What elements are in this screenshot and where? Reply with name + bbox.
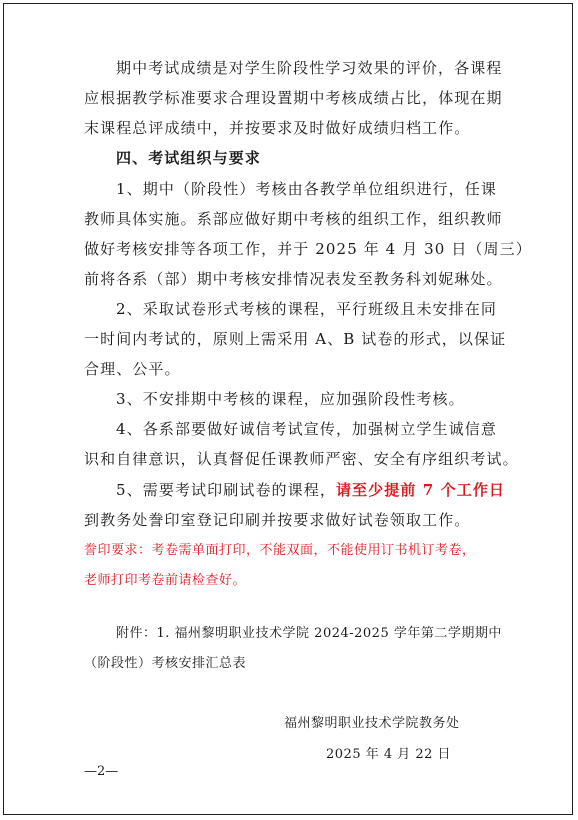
paragraph-text: 5、需要考试印刷试卷的课程， [116,481,336,499]
paragraph-line: 应根据教学标准要求合理设置期中考核成绩占比，体现在期 [84,89,503,107]
paragraph-line: 期中考试成绩是对学生阶段性学习效果的评价，各课程 [116,59,503,77]
signature-date: 2025 年 4 月 22 日 [326,747,452,762]
paragraph-line: 前将各系（部）期中考核安排情况表发至教务科刘妮琳处。 [84,270,503,288]
paragraph-line: 3、不安排期中考核的课程，应加强阶段性考核。 [116,390,465,408]
paragraph-line: 4、各系部要做好诚信考试宣传，加强树立学生诚信意 [116,420,497,438]
attachment-line: （阶段性）考核安排汇总表 [84,656,247,671]
paragraph-line: 1、期中（阶段性）考核由各教学单位组织进行，任课 [116,180,497,198]
print-requirement-note: 誊印要求：考卷需单面打印，不能双面，不能使用订书机订考卷， [84,543,476,558]
print-requirement-note: 老师打印考卷前请检查好。 [84,573,247,588]
section-heading: 四、考试组织与要求 [116,149,261,167]
page-number: —2— [84,764,119,779]
signature-org: 福州黎明职业技术学院教务处 [284,716,460,731]
paragraph-line [116,480,506,500]
paragraph-line: 到教务处誊印室登记印刷并按要求做好试卷领取工作。 [84,511,471,529]
attachment-line: 附件：1. 福州黎明职业技术学院 2024-2025 学年第二学期期中 [116,626,502,641]
paragraph-line: 末课程总评成绩中，并按要求及时做好成绩归档工作。 [84,119,471,137]
highlight-deadline: 请至少提前 7 个工作日 [335,481,506,499]
paragraph-line: 识和自律意识，认真督促任课教师严密、安全有序组织考试。 [84,450,519,468]
paragraph-line: 一时间内考试的，原则上需采用 A、B 试卷的形式，以保证 [84,330,507,348]
paragraph-line: 做好考核安排等各项工作，并于 2025 年 4 月 30 日（周三） [84,240,532,258]
paragraph-line: 合理、公平。 [84,360,181,378]
paragraph-line: 教师具体实施。系部应做好期中考核的组织工作，组织教师 [84,210,503,228]
paragraph-line: 2、采取试卷形式考核的课程，平行班级且未安排在同 [116,300,497,318]
